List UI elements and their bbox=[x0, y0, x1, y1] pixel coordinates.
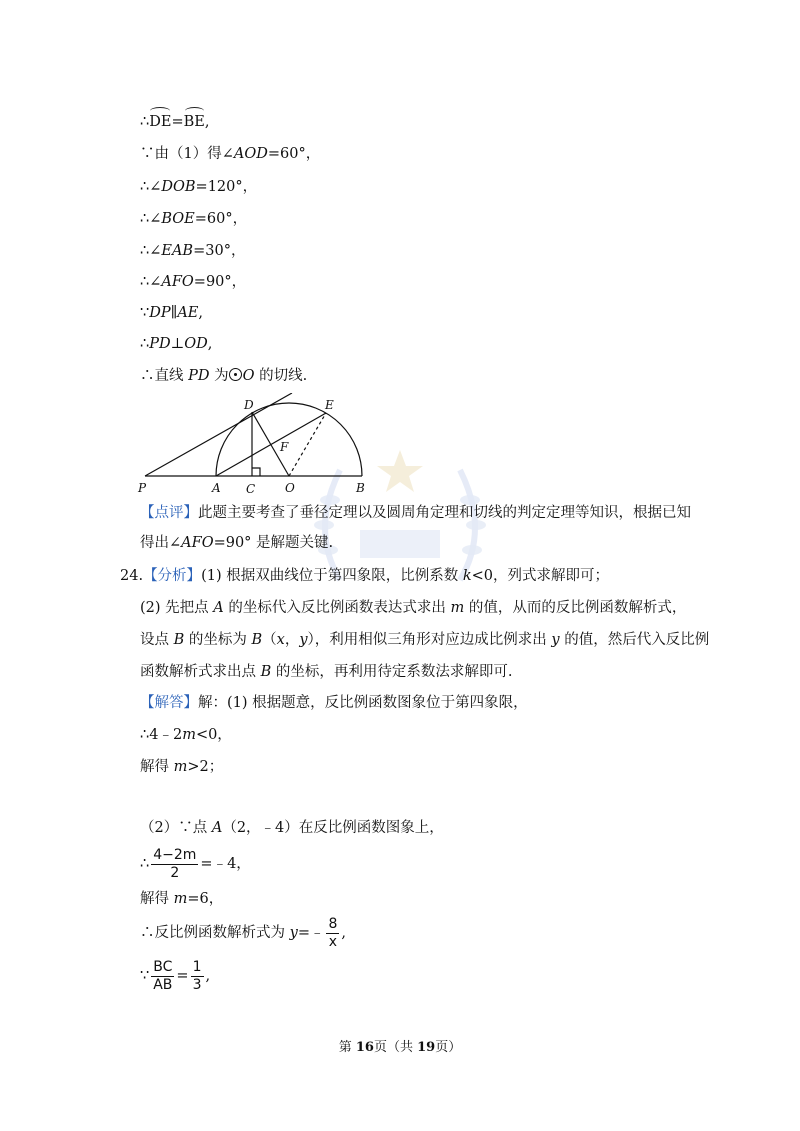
line-afo: ∴∠AFO=90°， bbox=[140, 274, 247, 290]
comment-tag: 【点评】 bbox=[140, 505, 198, 521]
line-aod: ∵由（1）得∠AOD=60°， bbox=[140, 146, 321, 162]
geometry-figure bbox=[130, 393, 375, 498]
label-a: A bbox=[212, 481, 221, 495]
right-angle-mark bbox=[252, 468, 260, 476]
label-e: E bbox=[325, 398, 334, 412]
label-o: O bbox=[285, 481, 295, 495]
q24-answer-2: ∴4﹣2m<0， bbox=[140, 727, 232, 743]
tangent-line bbox=[145, 393, 292, 476]
label-d: D bbox=[244, 398, 254, 412]
fraction-8-over-x: $\frac{8}{x}$ bbox=[328, 915, 338, 950]
label-b: B bbox=[356, 481, 365, 495]
line-boe: ∴∠BOE=60°， bbox=[140, 211, 248, 227]
q24-answer-7: ∴反比例函数解析式为 y=﹣ $\frac{8}{x}$ , bbox=[140, 915, 346, 950]
q24-answer-4: （2）∵点 A（2，﹣4）在反比例函数图象上， bbox=[140, 820, 444, 836]
label-p: P bbox=[138, 481, 147, 495]
q24-answer-8: ∵ $\frac{BC}{AB}$ = $\frac{1}{3}$ , bbox=[140, 958, 211, 993]
fraction-1-over-3: $\frac{1}{3}$ bbox=[192, 958, 202, 993]
fraction-4-2m-over-2: $\frac{4-2m}{2}$ bbox=[153, 846, 197, 881]
semicircle bbox=[216, 403, 362, 476]
q24-analysis-1: 24.【分析】(1) 根据双曲线位于第四象限，比例系数 k<0，列式求解即可； bbox=[120, 568, 609, 584]
q24-answer-5: ∴ $\frac{4-2m}{2}$ =﹣4， bbox=[140, 846, 251, 881]
q24-answer-3: 解得 m>2； bbox=[140, 759, 224, 775]
q24-answer-6: 解得 m=6， bbox=[140, 891, 224, 907]
arc-de: DE bbox=[149, 108, 171, 132]
label-c: C bbox=[246, 482, 256, 496]
analysis-tag: 【分析】 bbox=[143, 568, 202, 584]
q24-analysis-2: (2) 先把点 A 的坐标代入反比例函数表达式求出 m 的值，从而的反比例函数解析式， bbox=[140, 600, 687, 616]
line-eab: ∴∠EAB=30°， bbox=[140, 243, 246, 259]
answer-tag: 【解答】 bbox=[140, 695, 198, 711]
line-dob: ∴∠DOB=120°， bbox=[140, 179, 258, 195]
line-de-eq-be: ∴DE=BE, bbox=[140, 108, 209, 132]
q24-answer-1: 【解答】解：(1) 根据题意，反比例函数图象位于第四象限， bbox=[140, 695, 528, 711]
fraction-bc-over-ab: $\frac{BC}{AB}$ bbox=[153, 958, 173, 993]
circle-symbol-icon bbox=[229, 368, 242, 381]
q24-analysis-3: 设点 B 的坐标为 B（x，y），利用相似三角形对应边成比例求出 y 的值，然后代入反比例 bbox=[140, 632, 710, 648]
line-dp-parallel: ∵DP∥AE, bbox=[140, 305, 203, 321]
comment-line-1: 【点评】此题主要考查了垂径定理以及圆周角定理和切线的判定定理等知识，根据已知 bbox=[140, 505, 691, 521]
comment-line-2: 得出∠AFO=90° 是解题关键. bbox=[140, 535, 334, 551]
line-pd-perp: ∴PD⊥OD, bbox=[140, 336, 213, 352]
label-f: F bbox=[280, 440, 289, 454]
arc-be: BE bbox=[184, 108, 205, 132]
line-tangent: ∴直线 PD 为 O 的切线. bbox=[140, 368, 308, 384]
q24-analysis-4: 函数解析式求出点 B 的坐标，再利用待定系数法求解即可. bbox=[140, 664, 513, 680]
segment-oe bbox=[289, 413, 326, 476]
page-footer: 第 16页（共 19页） bbox=[338, 1040, 462, 1055]
